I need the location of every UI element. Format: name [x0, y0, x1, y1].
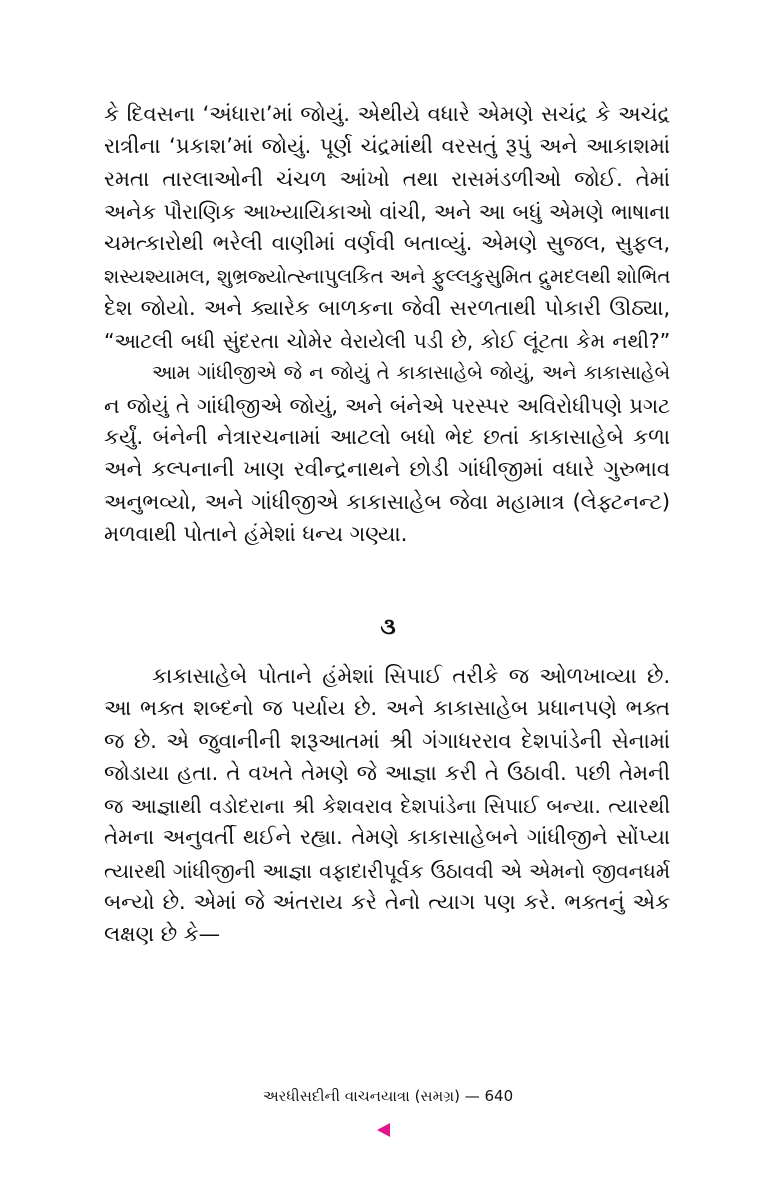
text-line: કે દિવસના ‘અંધારા’માં જોયું. એથીયે વધારે એમણે સચંદ્ર કે અચંદ્ર: [104, 102, 670, 127]
paragraph-1: [104, 99, 670, 357]
paragraph-3: [104, 661, 670, 952]
text-line: દેશ જોયો. અને ક્યારેક બાળકના જેવી સરળતાથી પોકારી ઊઠ્યા,: [104, 295, 670, 321]
text-line: રમતા તારલાઓની ચંચળ આંખો તથા રાસમંડળીઓ જોઈ. તેમાં: [104, 166, 670, 192]
text-line: શસ્યશ્યામલ, શુભ્રજ્યોત્સ્નાપુલકિત અને ફુલ્લકુસુમિત દ્રુમદલથી શોભિત: [104, 264, 671, 289]
text-line: જ આજ્ઞાથી વડોદરાના શ્રી કેશવરાવ દેશપાંડેના સિપાઈ બન્યા. ત્યારથી: [104, 794, 670, 819]
running-footer: અરધીસદીની વાચનયાત્રા (સમગ્ર) — 640: [262, 1087, 514, 1105]
text-line: તેમના અનુવર્તી થઈને રહ્યા. તેમણે કાકાસાહેબને ગાંધીજીને સોંપ્યા: [104, 825, 670, 851]
paragraph-2: [104, 357, 670, 551]
text-line: આ ભક્ત શબ્દનો જ પર્યાય છે. અને કાકાસાહેબ પ્રધાનપણે ભક્ત: [104, 696, 670, 722]
text-line: ન જોયું તે ગાંધીજીએ જોયું, અને બંનેએ પરસ્પર અવિરોધીપણે પ્રગટ: [104, 393, 670, 418]
triangle-left-icon[interactable]: [377, 1123, 390, 1137]
text-line: કર્યું. બંનેની નેત્રારચનામાં આટલો બધો ભેદ છતાં કાકાસાહેબે કળા: [104, 424, 670, 450]
text-line: મળવાથી પોતાને હંમેશાં ધન્ય ગણ્યા.: [104, 521, 408, 547]
section-number: ૩: [380, 614, 396, 640]
text-block-top: [104, 99, 670, 551]
text-line: અનેક પૌરાણિક આખ્યાયિકાઓ વાંચી, અને આ બધું એમણે ભાષાના: [104, 199, 670, 224]
text-line: ત્યારથી ગાંધીજીની આજ્ઞા વફાદારીપૂર્વક ઉઠાવવી એ એમનો જીવનધર્મ: [104, 858, 670, 883]
text-line: લક્ષણ છે કે—: [104, 922, 220, 948]
text-line: આમ ગાંધીજીએ જે ન જોયું તે કાકાસાહેબે જોયું, અને કાકાસાહેબે: [152, 361, 670, 385]
text-line: બન્યો છે. એમાં જે અંતરાય કરે તેનો ત્યાગ પણ કરે. ભક્તનું એક: [104, 890, 670, 916]
text-line: કાકાસાહેબે પોતાને હંમેશાં સિપાઈ તરીકે જ ઓળખાવ્યા છે.: [152, 664, 670, 689]
text-line: જ છે. એ જુવાનીની શરૂઆતમાં શ્રી ગંગાધરરાવ દેશપાંડેની સેનામાં: [104, 728, 670, 754]
text-line: અને કલ્પનાની ખાણ રવીન્દ્રનાથને છોડી ગાંધીજીમાં વધારે ગુરુભાવ: [104, 457, 670, 483]
text-block-bottom: [104, 661, 670, 952]
text-line: જોડાયા હતા. તે વખતે તેમણે જે આજ્ઞા કરી તે ઉઠાવી. પછી તેમની: [104, 760, 671, 786]
text-line: રાત્રીના ‘પ્રકાશ’માં જોયું. પૂર્ણ ચંદ્રમાંથી વરસતું રૂપું અને આકાશમાં: [104, 134, 670, 160]
text-line: “આટલી બધી સુંદરતા ચોમેર વેરાયેલી પડી છે, કોઈ લૂંટતા કેમ નથી?”: [104, 329, 670, 354]
text-line: અનુભવ્યો, અને ગાંધીજીએ કાકાસાહેબ જેવા મહામાત્ર (લેફ્ટનન્ટ): [104, 489, 670, 515]
text-line: ચમત્કારોથી ભરેલી વાણીમાં વર્ણવી બતાવ્યું. એમણે સુજલ, સુફલ,: [104, 231, 670, 257]
